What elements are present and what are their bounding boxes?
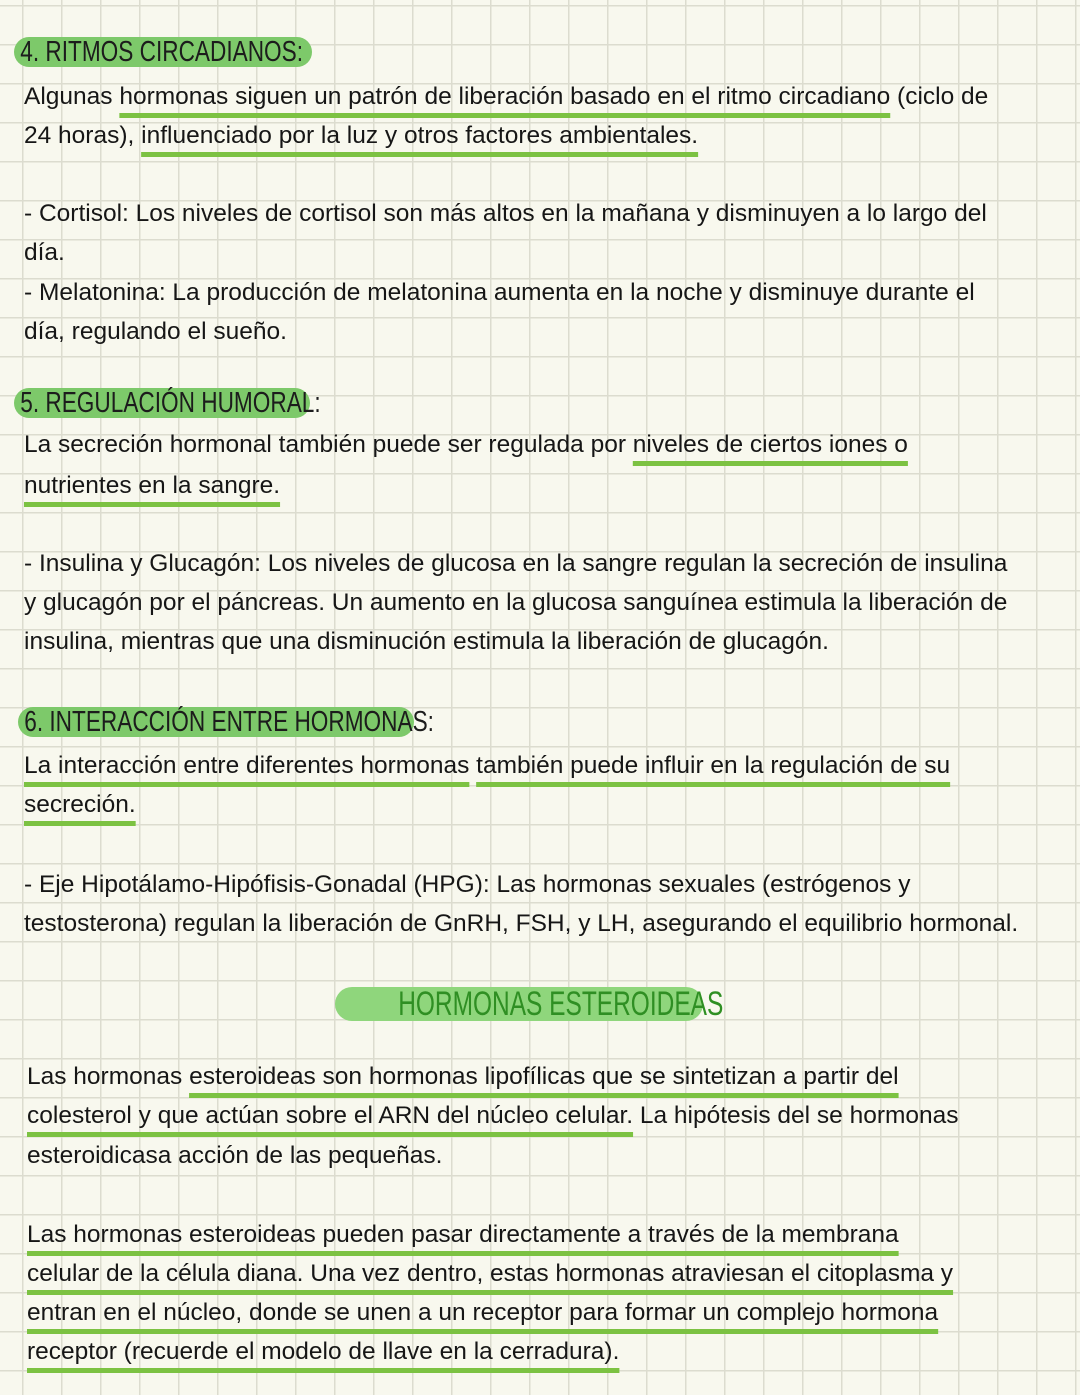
text-segment: día. (24, 239, 65, 266)
text-line (24, 199, 987, 229)
underlined-text: influenciado por la luz y otros factores ambientales. (141, 122, 699, 149)
underlined-text: secreción. (24, 791, 136, 818)
text-line (24, 790, 136, 820)
underlined-text: celular de la célula diana. Una vez dentro, estas hormonas atraviesan el citoplasma y (27, 1260, 954, 1287)
text-segment: Las hormonas (27, 1063, 190, 1090)
section-heading-regulacion-humoral (14, 387, 321, 419)
text-line (27, 1141, 442, 1171)
text-segment: La secreción hormonal también puede ser regulada por (24, 431, 633, 458)
text-line (24, 430, 908, 460)
text-line (24, 909, 1018, 939)
text-line (24, 471, 280, 501)
text-segment: esteroidicasa acción de las pequeñas. (27, 1142, 443, 1169)
text-line (24, 627, 829, 657)
text-line (24, 751, 950, 781)
page-title-text: HORMONAS ESTEROIDEAS (398, 985, 724, 1023)
text-segment: - Melatonina: La producción de melatonina aumenta en la noche y disminuye durante el (24, 279, 975, 306)
underlined-text: hormonas siguen un patrón de liberación basado en el ritmo circadiano (119, 83, 891, 110)
section-heading-ritmos-circadianos (14, 37, 312, 67)
text-line (24, 278, 975, 308)
text-line (24, 588, 1007, 618)
text-line (27, 1259, 953, 1289)
text-segment: día, regulando el sueño. (24, 318, 287, 345)
text-line (27, 1220, 899, 1250)
text-line (24, 121, 698, 151)
underlined-text: receptor (recuerde el modelo de llave en la cerradura). (27, 1338, 620, 1365)
underlined-text: entran en el núcleo, donde se unen a un receptor para formar un complejo hormona (27, 1299, 939, 1326)
text-line (27, 1298, 938, 1328)
text-line (27, 1101, 959, 1131)
underlined-text: Las hormonas esteroideas pueden pasar directamente a través de la membrana (27, 1221, 899, 1248)
text-segment: Algunas (24, 83, 120, 110)
text-segment: - Eje Hipotálamo-Hipófisis-Gonadal (HPG): Las hormonas sexuales (estrógenos y (24, 871, 911, 898)
text-segment: La hipótesis del se hormonas (633, 1102, 959, 1129)
page-title (335, 985, 724, 1023)
text-line (27, 1337, 619, 1367)
text-line (27, 1062, 899, 1092)
heading-text: 5. REGULACIÓN HUMORAL: (20, 387, 321, 419)
text-segment: testosterona) regulan la liberación de GnRH, FSH, y LH, asegurando el equilibrio hormonal. (24, 910, 1019, 937)
section-heading-interaccion-hormonas (18, 706, 434, 738)
text-segment: 24 horas), (24, 122, 142, 149)
underlined-text: también puede influir en la regulación de su (476, 752, 951, 779)
text-line (24, 870, 910, 900)
text-segment: - Cortisol: Los niveles de cortisol son más altos en la mañana y disminuyen a lo largo del (24, 200, 987, 227)
text-line (24, 82, 988, 112)
underlined-text: colesterol y que actúan sobre el ARN del núcleo celular. (27, 1102, 634, 1129)
heading-text: 6. INTERACCIÓN ENTRE HORMONAS: (24, 706, 434, 738)
text-line (24, 549, 1007, 579)
text-line (24, 317, 287, 347)
underlined-text: esteroideas son hormonas lipofílicas que se sintetizan a partir del (189, 1063, 899, 1090)
underlined-text: nutrientes en la sangre. (24, 472, 281, 499)
text-segment: - Insulina y Glucagón: Los niveles de glucosa en la sangre regulan la secreción de insulina (24, 550, 1008, 577)
underlined-text: La interacción entre diferentes hormonas (24, 752, 470, 779)
heading-text: 4. RITMOS CIRCADIANOS: (20, 36, 304, 68)
text-segment: insulina, mientras que una disminución estimula la liberación de glucagón. (24, 628, 829, 655)
text-segment: y glucagón por el páncreas. Un aumento en la glucosa sanguínea estimula la liberación de (24, 589, 1008, 616)
text-line (24, 238, 65, 268)
text-segment: (ciclo de (890, 83, 989, 110)
underlined-text: niveles de ciertos iones o (632, 431, 908, 458)
